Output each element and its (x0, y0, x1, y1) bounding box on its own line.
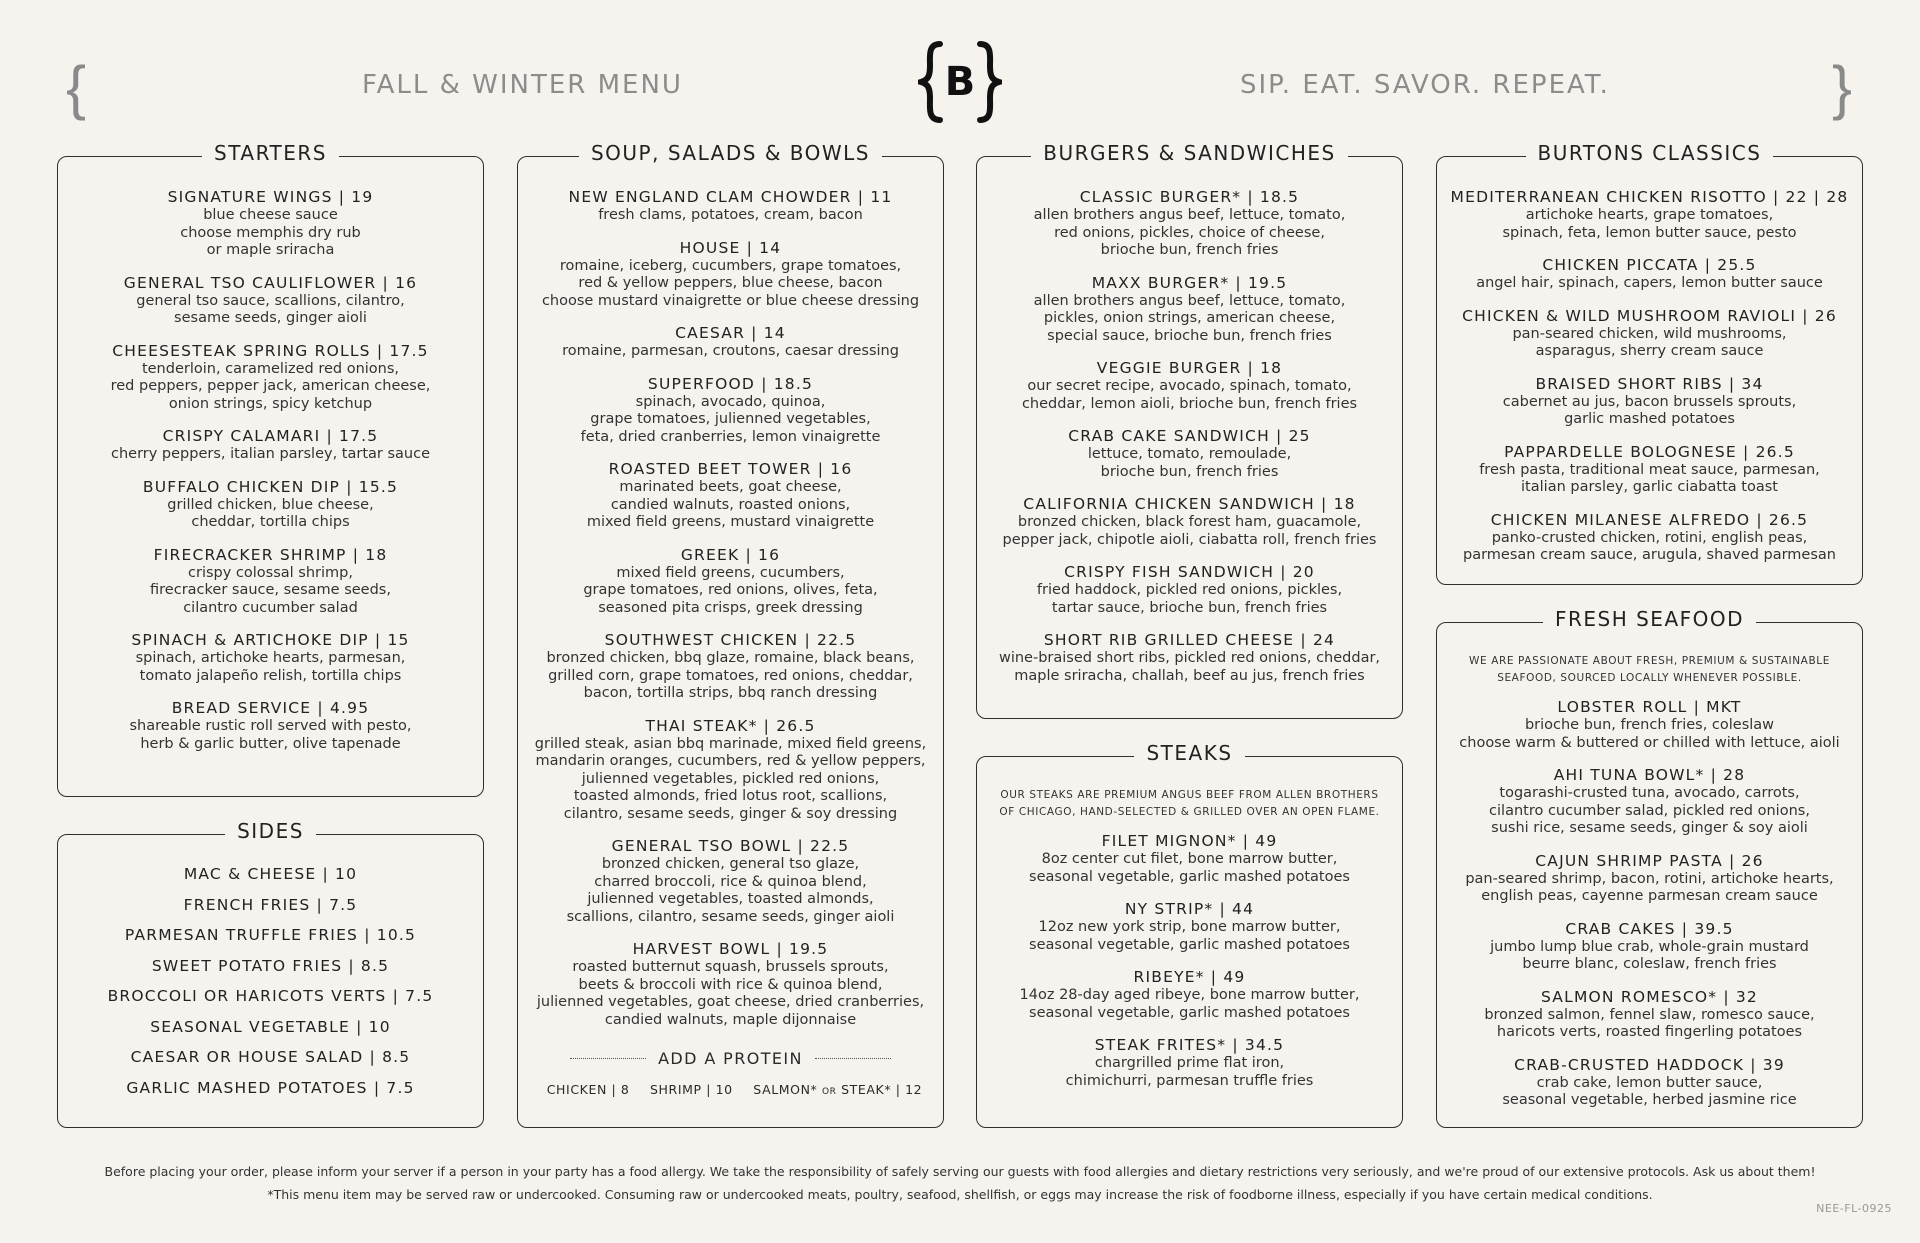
side-item: GARLIC MASHED POTATOES | 7.5 (126, 1078, 415, 1097)
menu-item (1437, 1055, 1862, 1110)
header-bracket-left: { (66, 54, 87, 121)
menu-item-name: CAJUN SHRIMP PASTA | 26 (1535, 851, 1764, 870)
menu-item-name: SHORT RIB GRILLED CHEESE | 24 (1043, 631, 1336, 649)
menu-item (1437, 374, 1862, 429)
menu-item-name: GREEK | 16 (680, 545, 781, 564)
menu-item-name: BRAISED SHORT RIBS | 34 (1535, 374, 1764, 393)
soups-title: SOUP, SALADS & BOWLS (579, 141, 882, 165)
menu-item-name: FIRECRACKER SHRIMP | 18 (153, 545, 388, 564)
menu-item-description: pan-seared shrimp, bacon, rotini, artichoke hearts, english peas, cayenne parmesan cream sauce (1465, 870, 1834, 904)
starters-list (58, 157, 483, 753)
raw-food-disclaimer: *This menu item may be served raw or undercooked. Consuming raw or undercooked meats, poultry, seafood, shellfish, or eggs may increase the risk of foodborne illness, especially if you have certain medical conditions. (267, 1187, 1653, 1202)
menu-item (518, 459, 943, 532)
menu-item-name: SPINACH & ARTICHOKE DIP | 15 (131, 631, 410, 649)
side-item: CAESAR OR HOUSE SALAD | 8.5 (130, 1048, 411, 1066)
menu-item (977, 494, 1402, 549)
menu-item-description: our secret recipe, avocado, spinach, tomato, cheddar, lemon aioli, brioche bun, french fries (1021, 378, 1358, 412)
menu-item (1437, 851, 1862, 906)
menu-item-name: CLASSIC BURGER* | 18.5 (1079, 188, 1300, 206)
menu-item-description: lettuce, tomato, remoulade, brioche bun, french fries (1087, 446, 1292, 480)
menu-item-name: FILET MIGNON* | 49 (1101, 832, 1278, 850)
menu-item-name: BUFFALO CHICKEN DIP | 15.5 (142, 477, 399, 496)
menu-item-description: jumbo lump blue crab, whole-grain mustard beurre blanc, coleslaw, french fries (1490, 938, 1809, 972)
menu-item-description: panko-crusted chicken, rotini, english peas, parmesan cream sauce, arugula, shaved parmesan (1463, 529, 1836, 563)
menu-item-description: fried haddock, pickled red onions, pickles, tartar sauce, brioche bun, french fries (1036, 582, 1343, 616)
menu-code: NEE-FL-0925 (1816, 1202, 1892, 1215)
menu-item-name: CRAB-CRUSTED HADDOCK | 39 (1514, 1055, 1785, 1074)
menu-item-name: HARVEST BOWL | 19.5 (632, 940, 829, 958)
protein-chicken: CHICKEN | 8 (546, 1082, 630, 1097)
seafood-panel (1436, 607, 1863, 1128)
add-protein-title: ADD A PROTEIN (658, 1049, 803, 1068)
menu-item-name: GENERAL TSO CAULIFLOWER | 16 (123, 273, 418, 292)
seafood-intro: WE ARE PASSIONATE ABOUT FRESH, PREMIUM & SUSTAINABLE SEAFOOD, SOURCED LOCALLY WHENEVER POSSIBLE. (1469, 655, 1830, 684)
classics-panel (1436, 141, 1863, 585)
menu-item-description: cabernet au jus, bacon brussels sprouts, garlic mashed potatoes (1502, 393, 1797, 427)
menu-item-description: bronzed chicken, black forest ham, guacamole, pepper jack, chipotle aioli, ciabatta roll, french fries (1002, 514, 1377, 548)
menu-item-description: chargrilled prime flat iron, chimichurri, parmesan truffle fries (1065, 1055, 1314, 1089)
logo-brace-left (921, 44, 940, 120)
steaks-list (977, 757, 1402, 1090)
menu-item (1437, 919, 1862, 974)
menu-item-description: bronzed salmon, fennel slaw, romesco sauce, haricots verts, roasted fingerling potatoes (1484, 1006, 1815, 1040)
menu-item (58, 545, 483, 618)
logo-brace-right (980, 44, 999, 120)
sides-title: SIDES (225, 819, 316, 843)
menu-item (518, 836, 943, 926)
menu-item-name: SALMON ROMESCO* | 32 (1540, 987, 1758, 1006)
menu-item-description: blue cheese sauce choose memphis dry rub or maple sriracha (180, 207, 361, 258)
menu-item-description: angel hair, spinach, capers, lemon butter sauce (1476, 275, 1823, 291)
menu-item-description: brioche bun, french fries, coleslaw choose warm & buttered or chilled with lettuce, aioli (1459, 717, 1840, 751)
menu-item (1437, 442, 1862, 497)
steaks-intro: OUR STEAKS ARE PREMIUM ANGUS BEEF FROM ALLEN BROTHERS OF CHICAGO, HAND-SELECTED & GRILLED OVER AN OPEN FLAME. (999, 789, 1380, 818)
menu-item-name: THAI STEAK* | 26.5 (645, 716, 816, 735)
menu-item (1437, 510, 1862, 565)
menu-item (518, 939, 943, 1029)
menu-item (1437, 987, 1862, 1042)
menu-item-name: CRISPY FISH SANDWICH | 20 (1064, 563, 1315, 581)
menu-item-name: CHEESESTEAK SPRING ROLLS | 17.5 (112, 341, 429, 360)
menu-item (1437, 255, 1862, 293)
menu-item (518, 545, 943, 618)
menu-item-name: NY STRIP* | 44 (1124, 900, 1255, 918)
menu-item-description: grilled steak, asian bbq marinade, mixed field greens, mandarin oranges, cucumbers, red & yellow peppers, julienned vegetables, pickled red onions, toasted almonds, fried lotus root, scallions, cilantro, sesame seeds, ginger & soy dressing (534, 735, 927, 822)
menu-item-description: shareable rustic roll served with pesto, herb & garlic butter, olive tapenade (129, 718, 412, 752)
menu-item-name: CRAB CAKES | 39.5 (1565, 919, 1734, 938)
menu-item (977, 831, 1402, 886)
classics-list (1437, 157, 1862, 565)
menu-item-description: allen brothers angus beef, lettuce, tomato, red onions, pickles, choice of cheese, brioche bun, french fries (1033, 207, 1346, 258)
classics-title: BURTONS CLASSICS (1526, 141, 1774, 165)
menu-item (58, 341, 483, 414)
menu-item-name: MEDITERRANEAN CHICKEN RISOTTO | 22 | 28 (1450, 188, 1849, 206)
burtons-logo (918, 40, 1002, 124)
menu-item-description: 8oz center cut filet, bone marrow butter, seasonal vegetable, garlic mashed potatoes (1029, 851, 1350, 885)
menu-item (977, 1035, 1402, 1090)
menu-item (518, 323, 943, 361)
menu-item-description: 12oz new york strip, bone marrow butter, seasonal vegetable, garlic mashed potatoes (1029, 919, 1350, 953)
menu-item-description: 14oz 28-day aged ribeye, bone marrow butter, seasonal vegetable, garlic mashed potatoes (1019, 987, 1360, 1021)
menu-item-description: tenderloin, caramelized red onions, red peppers, pepper jack, american cheese, onion strings, spicy ketchup (110, 360, 431, 412)
side-item: MAC & CHEESE | 10 (183, 865, 358, 883)
allergy-notice: Before placing your order, please inform your server if a person in your party has a food allergy. We take the responsibility of safely serving our guests with food allergies and dietary restrictions very seriously, and we're proud of our extensive protocols. Ask us about them! (104, 1164, 1816, 1179)
menu-item-name: CRISPY CALAMARI | 17.5 (162, 427, 379, 445)
menu-item-name: STEAK FRITES* | 34.5 (1094, 1036, 1285, 1054)
logo-letter: B (944, 59, 976, 105)
menu-item-description: spinach, avocado, quinoa, grape tomatoes, julienned vegetables, feta, dried cranberries, lemon vinaigrette (580, 393, 881, 445)
menu-item-name: CALIFORNIA CHICKEN SANDWICH | 18 (1023, 495, 1356, 513)
menu-item-name: CRAB CAKE SANDWICH | 25 (1068, 427, 1311, 445)
menu-item (977, 562, 1402, 617)
menu-item-name: RIBEYE* | 49 (1133, 968, 1246, 986)
menu-tagline: SIP. EAT. SAVOR. REPEAT. (1240, 70, 1610, 100)
menu-item (1437, 697, 1862, 752)
menu-item (58, 187, 483, 260)
protein-options (518, 1082, 943, 1097)
menu-item-description: togarashi-crusted tuna, avocado, carrots, cilantro cucumber salad, pickled red onions, sushi rice, sesame seeds, ginger & soy aioli (1489, 785, 1810, 836)
burgers-list (977, 157, 1402, 685)
side-item: PARMESAN TRUFFLE FRIES | 10.5 (124, 926, 417, 944)
menu-item-description: grilled chicken, blue cheese, cheddar, tortilla chips (167, 496, 374, 530)
menu-item-name: ROASTED BEET TOWER | 16 (608, 460, 853, 478)
menu-item (977, 899, 1402, 954)
menu-item-name: GENERAL TSO BOWL | 22.5 (611, 837, 850, 855)
seafood-title: FRESH SEAFOOD (1543, 607, 1756, 631)
menu-item (977, 273, 1402, 346)
protein-shrimp: SHRIMP | 10 (650, 1082, 733, 1097)
seafood-list (1437, 623, 1862, 1110)
menu-item-description: fresh clams, potatoes, cream, bacon (598, 207, 863, 223)
menu-item (518, 187, 943, 225)
protein-salmon-steak: SALMON* OR STEAK* | 12 (753, 1082, 923, 1097)
burgers-panel (976, 141, 1403, 719)
steaks-panel (976, 741, 1403, 1128)
menu-item-description: mixed field greens, cucumbers, grape tomatoes, red onions, olives, feta, seasoned pita crisps, greek dressing (583, 564, 878, 616)
menu-season-title: FALL & WINTER MENU (362, 70, 683, 100)
menu-item-name: CHICKEN PICCATA | 25.5 (1542, 256, 1757, 274)
menu-item-name: AHI TUNA BOWL* | 28 (1553, 766, 1746, 784)
menu-item (518, 716, 943, 824)
menu-item (518, 374, 943, 447)
sides-list (58, 835, 483, 1098)
menu-item-description: marinated beets, goat cheese, candied walnuts, roasted onions, mixed field greens, mustard vinaigrette (586, 479, 875, 530)
menu-item-description: fresh pasta, traditional meat sauce, parmesan, italian parsley, garlic ciabatta toast (1479, 461, 1820, 495)
menu-item (58, 630, 483, 685)
menu-item-description: romaine, parmesan, croutons, caesar dressing (562, 343, 899, 359)
menu-item-name: PAPPARDELLE BOLOGNESE | 26.5 (1504, 442, 1795, 461)
menu-item-description: crab cake, lemon butter sauce, seasonal vegetable, herbed jasmine rice (1502, 1074, 1797, 1108)
menu-item (1437, 187, 1862, 242)
menu-item (977, 967, 1402, 1022)
menu-item (58, 477, 483, 532)
menu-item-description: general tso sauce, scallions, cilantro, sesame seeds, ginger aioli (136, 292, 405, 326)
side-item: SEASONAL VEGETABLE | 10 (150, 1017, 391, 1036)
menu-item (1437, 765, 1862, 838)
menu-item-description: wine-braised short ribs, pickled red onions, cheddar, maple sriracha, challah, beef au jus, french fries (998, 650, 1381, 684)
menu-item-description: pan-seared chicken, wild mushrooms, asparagus, sherry cream sauce (1512, 325, 1787, 359)
menu-item-description: bronzed chicken, bbq glaze, romaine, black beans, grilled corn, grape tomatoes, red onions, cheddar, bacon, tortilla strips, bbq ranch dressing (546, 650, 915, 701)
side-item: BROCCOLI OR HARICOTS VERTS | 7.5 (107, 987, 434, 1005)
side-item: SWEET POTATO FRIES | 8.5 (151, 956, 390, 975)
menu-item-description: spinach, artichoke hearts, parmesan, tomato jalapeño relish, tortilla chips (135, 650, 406, 684)
menu-item (518, 630, 943, 703)
menu-item-name: BREAD SERVICE | 4.95 (171, 699, 370, 717)
menu-item (58, 698, 483, 753)
soups-list (518, 157, 943, 1029)
menu-item-description: crispy colossal shrimp, firecracker sauce, sesame seeds, cilantro cucumber salad (150, 564, 391, 616)
steaks-title: STEAKS (1134, 741, 1244, 765)
menu-item-name: SOUTHWEST CHICKEN | 22.5 (604, 631, 857, 649)
menu-item-description: roasted butternut squash, brussels sprouts, beets & broccoli with rice & quinoa blend, julienned vegetables, goat cheese, dried cranberries, candied walnuts, maple dijonnaise (536, 959, 925, 1028)
menu-item-description: romaine, iceberg, cucumbers, grape tomatoes, red & yellow peppers, blue cheese, bacon choose mustard vinaigrette or blue cheese dressing (541, 257, 920, 309)
menu-item-name: LOBSTER ROLL | MKT (1557, 698, 1742, 716)
menu-item (1437, 306, 1862, 361)
menu-item (977, 630, 1402, 685)
starters-panel (57, 141, 484, 797)
header-bracket-right: } (1832, 54, 1853, 121)
soups-panel (517, 141, 944, 1128)
menu-item-name: CHICKEN & WILD MUSHROOM RAVIOLI | 26 (1462, 306, 1837, 325)
menu-item (977, 426, 1402, 481)
menu-item (977, 358, 1402, 413)
menu-item-description: cherry peppers, italian parsley, tartar sauce (110, 446, 431, 462)
menu-item-name: NEW ENGLAND CLAM CHOWDER | 11 (568, 188, 893, 206)
menu-item-name: CHICKEN MILANESE ALFREDO | 26.5 (1490, 510, 1809, 529)
divider-dots-left (570, 1058, 646, 1059)
menu-item-name: SIGNATURE WINGS | 19 (167, 188, 374, 206)
starters-title: STARTERS (202, 141, 339, 165)
menu-item-description: artichoke hearts, grape tomatoes, spinach, feta, lemon butter sauce, pesto (1502, 207, 1797, 241)
menu-item (977, 187, 1402, 260)
menu-item (58, 426, 483, 464)
menu-item (518, 238, 943, 311)
add-protein-header (570, 1049, 891, 1068)
menu-item-name: SUPERFOOD | 18.5 (647, 374, 814, 393)
side-item: FRENCH FRIES | 7.5 (183, 895, 358, 914)
menu-item-description: bronzed chicken, general tso glaze, charred broccoli, rice & quinoa blend, julienned vegetables, toasted almonds, scallions, cilantro, sesame seeds, ginger aioli (566, 856, 895, 925)
menu-item-description: allen brothers angus beef, lettuce, tomato, pickles, onion strings, american cheese, special sauce, brioche bun, french fries (1033, 292, 1346, 344)
sides-panel (57, 819, 484, 1128)
menu-item (58, 273, 483, 328)
divider-dots-right (815, 1058, 891, 1059)
menu-item-name: VEGGIE BURGER | 18 (1096, 359, 1283, 377)
menu-item-name: CAESAR | 14 (675, 324, 786, 342)
menu-item-name: MAXX BURGER* | 19.5 (1091, 273, 1288, 292)
menu-item-name: HOUSE | 14 (679, 238, 782, 257)
burgers-title: BURGERS & SANDWICHES (1031, 141, 1347, 165)
